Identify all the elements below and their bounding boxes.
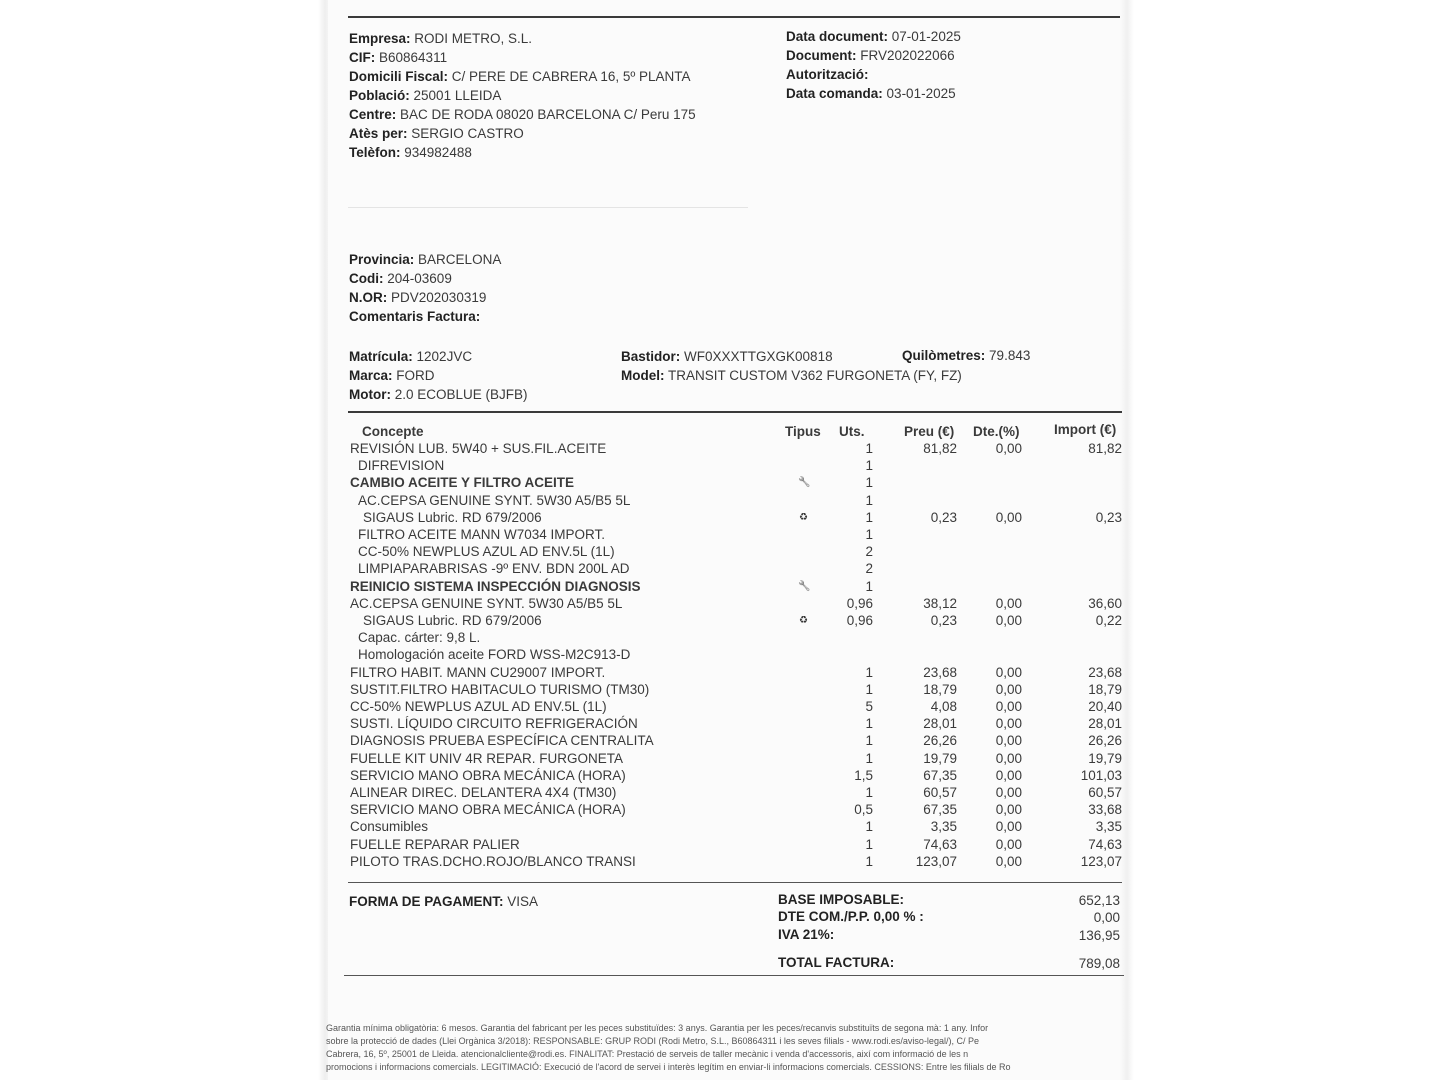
nor-label: N.OR: [349, 290, 388, 305]
data-comanda-line [786, 86, 956, 102]
total-factura-label: TOTAL FACTURA: [778, 955, 895, 970]
wrench-icon: 🔧 [798, 581, 811, 592]
model-line [621, 368, 962, 384]
faded-rule [348, 207, 748, 208]
line-concepte: FUELLE REPARAR PALIER [350, 837, 520, 852]
line-preu: 0,23 [930, 613, 957, 628]
comentaris-label: Comentaris Factura: [349, 309, 481, 324]
footer-line-3: Cabrera, 16, 5º, 25001 de Lleida. atencionalcliente@rodi.es. FINALITAT: Prestació de serveis de taller mecànic i venda d'accessoris, així com informació de les n [326, 1049, 969, 1059]
line-uts: 0,96 [846, 596, 873, 611]
line-import: 101,03 [1080, 768, 1122, 783]
provincia-line [349, 252, 501, 268]
line-uts: 1 [865, 733, 873, 748]
line-preu: 4,08 [930, 699, 957, 714]
line-dte: 0,00 [995, 751, 1022, 766]
dte-com-value: 0,00 [1093, 910, 1120, 925]
domicili-label: Domicili Fiscal: [349, 69, 449, 84]
line-concepte: ALINEAR DIREC. DELANTERA 4X4 (TM30) [350, 785, 617, 800]
line-preu: 81,82 [923, 441, 957, 456]
centre-label: Centre: [349, 107, 397, 122]
line-dte: 0,00 [995, 510, 1022, 525]
line-concepte: DIAGNOSIS PRUEBA ESPECÍFICA CENTRALITA [350, 733, 654, 748]
line-dte: 0,00 [995, 854, 1022, 869]
total-factura-value: 789,08 [1078, 956, 1120, 971]
line-concepte: SIGAUS Lubric. RD 679/2006 [363, 510, 542, 525]
payment-label: FORMA DE PAGAMENT: [349, 894, 504, 909]
base-imposable-value: 652,13 [1078, 893, 1120, 908]
codi-line [349, 271, 452, 287]
line-preu: 3,35 [930, 819, 957, 834]
document-value: FRV202022066 [860, 48, 955, 63]
line-import: 28,01 [1088, 716, 1122, 731]
quilometres-label: Quilòmetres: [902, 348, 986, 363]
legal-footer [326, 1022, 1126, 1074]
line-uts: 1 [865, 682, 873, 697]
line-uts: 1 [865, 665, 873, 680]
line-concepte: CC-50% NEWPLUS AZUL AD ENV.5L (1L) [358, 544, 615, 559]
matricula-label: Matrícula: [349, 349, 413, 364]
line-uts: 1 [865, 837, 873, 852]
ates-value: SERGIO CASTRO [411, 126, 524, 141]
line-import: 18,79 [1088, 682, 1122, 697]
totals-rule [344, 975, 1124, 976]
line-concepte: Homologación aceite FORD WSS-M2C913-D [358, 647, 631, 662]
line-uts: 1 [865, 458, 873, 473]
line-uts: 2 [865, 561, 873, 576]
line-concepte: DIFREVISION [358, 458, 445, 473]
line-concepte: SUSTI. LÍQUIDO CIRCUITO REFRIGERACIÓN [350, 716, 638, 731]
marca-value: FORD [396, 368, 435, 383]
line-uts: 1 [865, 510, 873, 525]
line-dte: 0,00 [995, 613, 1022, 628]
motor-line [349, 387, 528, 403]
data-document-line [786, 29, 961, 45]
marca-label: Marca: [349, 368, 393, 383]
line-dte: 0,00 [995, 665, 1022, 680]
line-uts: 1 [865, 751, 873, 766]
line-uts: 0,96 [846, 613, 873, 628]
model-label: Model: [621, 368, 665, 383]
domicili-value: C/ PERE DE CABRERA 16, 5º PLANTA [451, 69, 691, 84]
empresa-value: RODI METRO, S.L. [414, 31, 533, 46]
wrench-icon: 🔧 [798, 477, 811, 488]
ates-label: Atès per: [349, 126, 408, 141]
line-import: 36,60 [1088, 596, 1122, 611]
matricula-line [349, 349, 472, 365]
line-uts: 1 [865, 819, 873, 834]
bastidor-line [621, 349, 833, 365]
empresa-label: Empresa: [349, 31, 411, 46]
line-preu: 28,01 [923, 716, 957, 731]
dte-com-label: DTE COM./P.P. 0,00 % : [778, 909, 924, 924]
line-dte: 0,00 [995, 819, 1022, 834]
line-concepte: PILOTO TRAS.DCHO.ROJO/BLANCO TRANSI [350, 854, 636, 869]
document-label: Document: [786, 48, 857, 63]
line-uts: 5 [865, 699, 873, 714]
line-uts: 1 [865, 475, 873, 490]
provincia-value: BARCELONA [418, 252, 502, 267]
document-line [786, 48, 955, 64]
nor-line [349, 290, 486, 306]
line-import: 19,79 [1088, 751, 1122, 766]
line-dte: 0,00 [995, 682, 1022, 697]
line-preu: 38,12 [923, 596, 957, 611]
table-top-rule [348, 411, 1122, 413]
line-dte: 0,00 [995, 785, 1022, 800]
quilometres-line [902, 348, 1030, 364]
bastidor-value: WF0XXXTTGXGK00818 [684, 349, 833, 364]
line-concepte: CAMBIO ACEITE Y FILTRO ACEITE [350, 475, 575, 490]
line-import: 0,23 [1095, 510, 1122, 525]
line-preu: 67,35 [923, 768, 957, 783]
col-header-uts: Uts. [839, 424, 865, 439]
line-import: 74,63 [1088, 837, 1122, 852]
line-concepte: SUSTIT.FILTRO HABITACULO TURISMO (TM30) [350, 682, 650, 697]
line-preu: 23,68 [923, 665, 957, 680]
page-edge-right [1120, 0, 1134, 1080]
col-header-dte: Dte.(%) [973, 424, 1020, 439]
data-document-label: Data document: [786, 29, 889, 44]
col-header-preu: Preu (€) [904, 424, 955, 439]
line-preu: 74,63 [923, 837, 957, 852]
data-comanda-value: 03-01-2025 [886, 86, 956, 101]
line-uts: 1 [865, 527, 873, 542]
telefon-value: 934982488 [404, 145, 472, 160]
line-concepte: FUELLE KIT UNIV 4R REPAR. FURGONETA [350, 751, 624, 766]
line-concepte: Capac. cárter: 9,8 L. [358, 630, 481, 645]
cif-value: B60864311 [379, 50, 448, 65]
cif-label: CIF: [349, 50, 376, 65]
line-import: 33,68 [1088, 802, 1122, 817]
line-import: 81,82 [1088, 441, 1122, 456]
empresa-line [349, 31, 532, 47]
line-uts: 1,5 [854, 768, 873, 783]
quilometres-value: 79.843 [989, 348, 1031, 363]
autoritzacio-line [786, 67, 869, 83]
line-dte: 0,00 [995, 768, 1022, 783]
line-uts: 2 [865, 544, 873, 559]
provincia-label: Provincia: [349, 252, 415, 267]
line-concepte: SERVICIO MANO OBRA MECÁNICA (HORA) [350, 802, 626, 817]
centre-line [349, 107, 696, 123]
line-import: 60,57 [1088, 785, 1122, 800]
model-value: TRANSIT CUSTOM V362 FURGONETA (FY, FZ) [668, 368, 962, 383]
line-import: 3,35 [1095, 819, 1122, 834]
line-concepte: SIGAUS Lubric. RD 679/2006 [363, 613, 542, 628]
line-dte: 0,00 [995, 596, 1022, 611]
telefon-label: Telèfon: [349, 145, 401, 160]
line-import: 26,26 [1088, 733, 1122, 748]
recycle-icon: ♻ [799, 615, 808, 626]
line-preu: 18,79 [923, 682, 957, 697]
line-uts: 1 [865, 579, 873, 594]
line-dte: 0,00 [995, 699, 1022, 714]
line-concepte: SERVICIO MANO OBRA MECÁNICA (HORA) [350, 768, 626, 783]
poblacio-value: 25001 LLEIDA [413, 88, 502, 103]
line-uts: 1 [865, 854, 873, 869]
line-concepte: AC.CEPSA GENUINE SYNT. 5W30 A5/B5 5L [350, 596, 623, 611]
line-dte: 0,00 [995, 441, 1022, 456]
line-preu: 60,57 [923, 785, 957, 800]
data-comanda-label: Data comanda: [786, 86, 883, 101]
line-concepte: REVISIÓN LUB. 5W40 + SUS.FIL.ACEITE [350, 441, 607, 456]
top-rule [348, 16, 1120, 18]
table-bottom-rule [348, 882, 1122, 883]
line-dte: 0,00 [995, 837, 1022, 852]
line-uts: 1 [865, 785, 873, 800]
line-dte: 0,00 [995, 716, 1022, 731]
line-import: 123,07 [1080, 854, 1122, 869]
footer-line-1: Garantia mínima obligatòria: 6 mesos. Garantia del fabricant per les peces substituïdes: 3 anys. Garantia per les peces/recanvis substituïts de segona mà: 1 any. Infor [326, 1023, 989, 1033]
col-header-import: Import (€) [1054, 422, 1117, 437]
iva-value: 136,95 [1078, 928, 1120, 943]
telefon-line [349, 145, 472, 161]
ates-line [349, 126, 524, 142]
line-concepte: LIMPIAPARABRISAS -9º ENV. BDN 200L AD [358, 561, 630, 576]
line-preu: 123,07 [915, 854, 957, 869]
poblacio-line [349, 88, 501, 104]
col-header-concepte: Concepte [362, 424, 424, 439]
payment-value: VISA [507, 894, 539, 909]
bastidor-label: Bastidor: [621, 349, 681, 364]
poblacio-label: Població: [349, 88, 410, 103]
recycle-icon: ♻ [799, 512, 808, 523]
line-uts: 1 [865, 716, 873, 731]
base-imposable-label: BASE IMPOSABLE: [778, 892, 905, 907]
iva-label: IVA 21%: [778, 927, 835, 942]
line-concepte: CC-50% NEWPLUS AZUL AD ENV.5L (1L) [350, 699, 607, 714]
line-preu: 19,79 [923, 751, 957, 766]
comentaris-line [349, 309, 480, 325]
line-concepte: Consumibles [350, 819, 429, 834]
line-concepte: FILTRO ACEITE MANN W7034 IMPORT. [358, 527, 606, 542]
data-document-value: 07-01-2025 [891, 29, 961, 44]
line-import: 23,68 [1088, 665, 1122, 680]
line-preu: 0,23 [930, 510, 957, 525]
line-concepte: AC.CEPSA GENUINE SYNT. 5W30 A5/B5 5L [358, 493, 631, 508]
line-dte: 0,00 [995, 802, 1022, 817]
line-uts: 0,5 [854, 802, 873, 817]
footer-line-2: sobre la protecció de dades (Llei Orgànica 3/2018): RESPONSABLE: GRUP RODI (Rodi Metro, S.L., B60864311 i les seves filials - www.rodi.es/aviso-legal/), C/ Pe [326, 1036, 979, 1046]
domicili-line [349, 69, 691, 85]
line-dte: 0,00 [995, 733, 1022, 748]
codi-label: Codi: [349, 271, 384, 286]
footer-line-4: promocions i informacions comercials. LEGITIMACIÓ: Execució de l'acord de servei i interès legítim en enviar-li informacions comercials. CESSIONS: Entre les filials de Ro [326, 1062, 1011, 1072]
line-import: 20,40 [1088, 699, 1122, 714]
line-uts: 1 [865, 493, 873, 508]
matricula-value: 1202JVC [416, 349, 473, 364]
payment-line [349, 894, 538, 910]
line-preu: 26,26 [923, 733, 957, 748]
motor-value: 2.0 ECOBLUE (BJFB) [394, 387, 528, 402]
line-preu: 67,35 [923, 802, 957, 817]
line-concepte: FILTRO HABIT. MANN CU29007 IMPORT. [350, 665, 606, 680]
motor-label: Motor: [349, 387, 391, 402]
cif-line [349, 50, 447, 66]
nor-value: PDV202030319 [391, 290, 487, 305]
line-import: 0,22 [1095, 613, 1122, 628]
codi-value: 204-03609 [387, 271, 452, 286]
line-uts: 1 [865, 441, 873, 456]
centre-value: BAC DE RODA 08020 BARCELONA C/ Peru 175 [400, 107, 696, 122]
col-header-tipus: Tipus [785, 424, 821, 439]
line-concepte: REINICIO SISTEMA INSPECCIÓN DIAGNOSIS [350, 579, 641, 594]
marca-line [349, 368, 435, 384]
autoritzacio-label: Autorització: [786, 67, 869, 82]
